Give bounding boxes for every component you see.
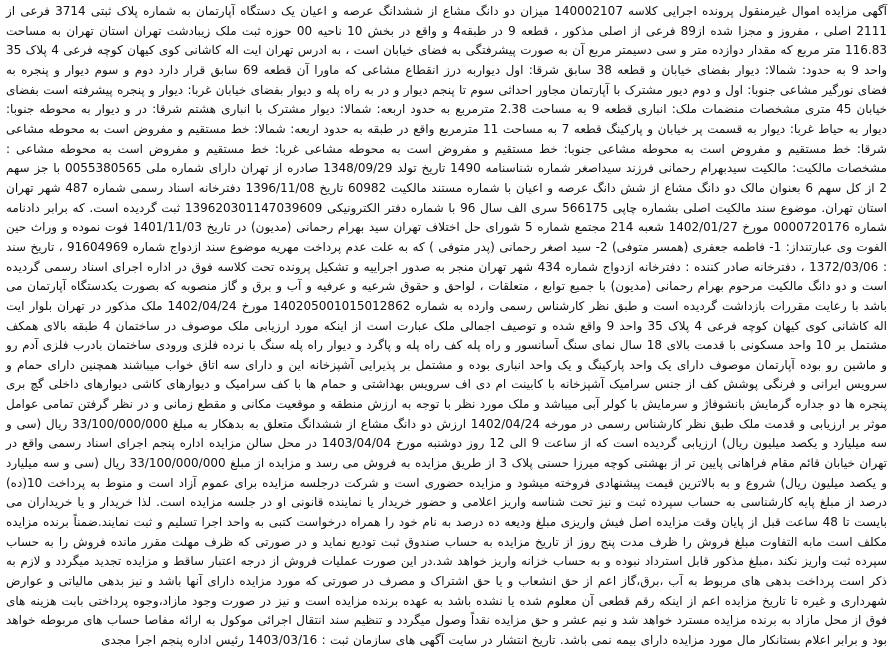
auction-notice-text: آگهی مزایده اموال غیرمنقول پرونده اجرایی کلاسه 140002107 میزان دو دانگ مشاع از ششدانگ عرصه و اعیان یک دستگاه آپارتمان به شماره پلاک ثبتی 3714 فرعی از 2111 اصلی ، مفروز و مجزا شده از89 فرعی از اصلی مذکور ، قطعه 9 در طبقه4 و واقع در بخش 10 ناحیه 00 حوزه ثبت ملک زیبادشت تهران استان تهران به مساحت 116.83 متر مربع که مقدار دوازده متر و سی دسیمتر مربع آن به صورت پیشرفتگی به فضای خیابان است ، به ادرس تهران ایت اله کاشانی کوی کیهان کوچه فرعی 4 پلاک 35 واحد 9 به حدود: شمالا: دیوار بفضای خیابان و قطعه 38 سابق شرقا: اول دیواربه درز انقطاع مشاعی که ماورا آن قطعه 69 سابق قرار دارد دوم و سوم دیوار و پنجره به فضای نورگیر مشاعی جنوبا: اول و دوم دیور مشترک با آپارتمان مجاور احداثی سوم تا پنجم دیوار و در به راه پله و دیوار بفضای خیابان غربا: دیوار و پنجره پیشرفته است بفضای خیابان 45 متری مشخصات منضمات ملک: انباری قطعه 9 به مساحت 2.38 مترمربع به حدود اربعه: شمالا: دیوار مشترک با انباری هشتم شرقا: در و دیوار به محوطه جنوبا: دیوار به حیاط غربا: دیوار به قسمت پر خیابان و پارکینگ قطعه 7 به مساحت 11 مترمربع واقع در طبقه به حدود اربعه: شمالا: خط مستقیم و مفروض است به محوطه مشاعی شرقا: خط مستقیم و مفروض است به محوطه مشاعی جنوبا: خط مستقیم و مفروض است به محوطه مشاعی غربا: خط مستقیم و مفروض است به محوطه مشاعی : مشخصات مالکیت: مالکیت سیدبهرام رحمانی فرزند سیداصغر شماره شناسنامه 1490 تاریخ تولد 1348/09/29 صادره از تهران دارای شماره ملی 0055380565 با جز سهم 2 از کل سهم 6 بعنوان مالک دو دانگ مشاع از شش دانگ عرصه و اعیان با شماره مستند مالکیت 60982 تاریخ 1396/11/08 دفترخانه اسناد رسمی شماره 487 شهر تهران استان تهران. موضوع سند مالکیت اصلی بشماره چاپی 566175 سری الف سال 96 با شماره دفتر الکترونیکی 139620301147039609 ثبت گردیده است. که برابر دادنامه شماره 0000720176 مورخ 1402/01/27 شعبه 214 مجتمع شماره 5 شورای حل اختلاف تهران سید بهرام رحمانی (مدیون) در تاریخ 1401/11/03 فوت نموده و وراث حین الفوت وی عبارتنداز: 1- فاطمه جعفری (همسر متوفی) 2- سید اصغر رحمانی (پدر متوفی ) که به علت عدم پرداخت مهریه موضوع سند ازدواج شماره 91604969 ، تاریخ سند : 1372/03/06 ، دفترخانه صادر کننده : دفترخانه ازدواج شماره 434 شهر تهران منجر به صدور اجراییه و تشکیل پرونده تحت کلاسه فوق در اداره اجرای اسناد رسمی گردیده است و دو دانگ مالکیت مرحوم بهرام رحمانی (مدیون) با جمیع توابع ، متعلقات ، لواحق و حقوق شرعیه و عرفیه و آب و برق و گاز منصوبه که بصورت یکدستگاه آپارتمان می باشد با رعایت مقررات بازداشت گردیده است و طبق نظر کارشناس رسمی وارده به شماره 140205001015012862 مورخ 1402/04/24 ملک مذکور در تهران بلوار ایت اله کاشانی کوی کیهان کوچه فرعی 4 پلاک 35 واحد 9 واقع شده و توصیف اجمالی ملک عبارت است از اینکه مورد ارزیابی ملک موصوف در ساختمان 4 طبقه بالای همکف مشتمل بر 10 واحد مسکونی با قدمت بالای 18 سال نمای سنگ آسانسور و راه پله کف راه پله و پاگرد و دیوار راه پله سنگ با نرده فلزی ورودی ساختمان بادرب فلزی آدم رو و ماشین رو بوده آپارتمان موصوف دارای یک واحد پارکینگ و یک واحد انباری بوده و مشتمل بر پذیرایی آشپزخانه این و دارای سه اتاق خواب میباشند همچنین دارای حمام و سرویس ایرانی و فرنگی پوشش کف از جنس سرامیک آشپزخانه با کابینت ام دی اف سرویس بهداشتی و حمام ها با کف سرامیک و دیوارهای کاشی دیوارهای داخلی گچ بری پنجره ها دو جداره گرمایش بانشوفاژ و سرمایش با کولر آبی میباشد و ملک مورد نظر با توجه به ارزش منطقه و موقعیت مکانی و مقطع زمانی و در نظر گرفتن تمامی عوامل موثر بر ارزیابی و قدمت ملک طبق نظر کارشناس رسمی در مورخه 1402/04/24 ارزش دو دانگ مشاع از ششدانگ متعلق به بدهکار به مبلغ 33/100/000/000 ریال (سی و سه میلیارد و یکصد میلیون ریال) ارزیابی گردیده است که از ساعت 9 الی 12 روز دوشنبه مورخ 1403/04/04 در محل سالن مزایده اداره پنجم اجرای اسناد رسمی واقع در تهران خیابان قائم مقام فراهانی پایین تر از بهشتی کوچه میرزا حسنی پلاک 3 از طریق مزایده به فروش می رسد و مزایده از مبلغ 33/100/000/000 ریال (سی و سه میلیارد و یکصد میلیون ریال) شروع و به بالاترین قیمت پیشنهادی فروخته میشود و مزایده حضوری است و شرکت درجلسه مزایده برای عموم آزاد است و منوط به پرداخت 10(ده) درصد از مبلغ پایه کارشناسی به حساب سپرده ثبت و نیز تحت شناسه واریز اعلامی و حضور خریدار یا نماینده قانونی او در جلسه مزایده است. لذا خریدار و یا خریداران می بایست تا 48 ساعت قبل از پایان وقت مزایده اصل فیش واریزی مبلغ ودیعه ده درصد به نام خود را همراه درخواست کتبی به واحد اجرا تسلیم و ثبت نمایند.ضمناً برنده مزایده مکلف است مابه التفاوت مبلغ فروش را ظرف مدت پنج روز از تاریخ مزایده به حساب صندوق ثبت تودیع نماید و در صورتی که ظرف مهلت مقرر مانده فروش را به حساب سپرده ثبت واریز نکند ،مبلغ مذکور قابل استرداد نبوده و به حساب خزانه واریز خواهد شد.در این صورت عملیات فروش از درجه اعتبار ساقط و مزایده تجدید میگردد و لازم به ذکر است پرداخت بدهی های مربوط به آب ،برق،گاز اعم از حق انشعاب و یا حق اشتراک و مصرف در صورتی که مورد مزایده دارای آنها باشد و نیز بدهی مالیاتی و عوارض شهرداری و غیره تا تاریخ مزایده اعم از اینکه رقم قطعی آن معلوم شده یا نشده باشد به عهده برنده مزایده است و نیز در صورت وجود مازاد،وجوه پرداختی بابت هزینه های فوق از محل مازاد به برنده مزایده مسترد خواهد شد و نیم عشر و حق مزایده نقداً وصول میگردد و تنظیم سند انتقال اجرائی موکول به ارائه مفاصا حساب های مربوطه خواهد بود و برابر اعلام بستانکار مال مورد مزایده دارای بیمه نمی باشد. تاریخ انتشار در سایت آگهی های سازمان ثبت : 1403/03/16 رئیس اداره پنجم اجرا مجدی <box>6 4 888 647</box>
